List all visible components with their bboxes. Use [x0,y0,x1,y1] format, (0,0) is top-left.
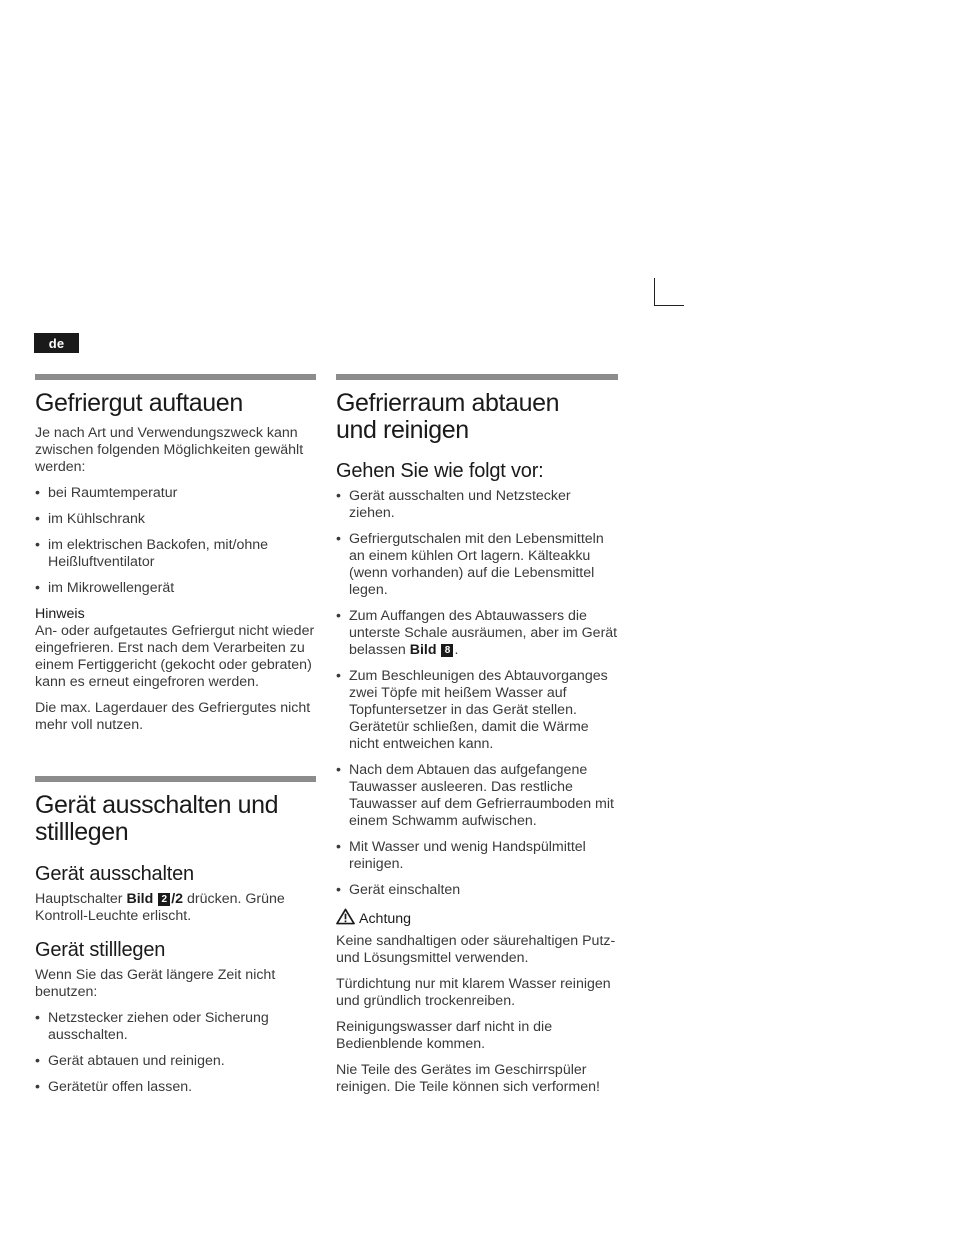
section-title-line: und reinigen [336,416,469,444]
list-item: • im Mikrowellengerät [35,580,316,597]
list-item: • bei Raumtemperatur [35,485,316,502]
section-title-line: Gerät ausschalten und [35,791,279,819]
figure-number-badge: 2 [158,893,170,906]
shutdown-text: Wenn Sie das Gerät längere Zeit nicht benutzen: [35,967,276,1000]
section-geraet-stilllegen [35,776,316,1105]
section-title-line: stilllegen [35,818,129,846]
figure-ref-suffix: /2 [171,891,184,907]
crop-mark-vertical [654,278,655,306]
warning-heading [336,908,618,929]
section-gefrierraum-abtauen [336,374,618,1105]
section-rule [35,374,316,380]
section-title-line: Gefrierraum abtauen [336,389,560,417]
warning-title: Achtung [359,910,412,927]
warning-triangle-icon [336,908,355,929]
figure-ref-label: Bild [126,891,154,907]
list-item: • Gerät abtauen und reinigen. [35,1053,316,1070]
figure-ref-label: Bild [409,642,437,658]
defrost-steps-list [336,488,618,899]
text-part: . [454,642,459,658]
text-part: drücken. Grüne Kontroll-Leuchte erlischt. [35,891,285,924]
subheading: Gehen Sie wie folgt vor: [336,460,544,482]
subheading: Gerät stilllegen [35,939,166,961]
text-part: Zum Auffangen des Abtauwassers die unterste Schale ausräumen, aber im Gerät belassen [349,608,618,658]
list-item: • Gerät ausschalten und Netzstecker ziehen. [336,488,618,522]
list-item: • Gerätetür offen lassen. [35,1079,316,1096]
section-title [336,390,618,444]
note-text: An- oder aufgetautes Gefriergut nicht wieder eingefrieren. Erst nach dem Verarbeiten zu einem Fertiggericht (gekocht oder gebraten) kann es erneut eingefroren werden. [35,623,315,690]
warning-text: Türdichtung nur mit klarem Wasser reinigen und gründlich trockenreiben. [336,976,611,1009]
list-item: • Gefriergutschalen mit den Lebensmitteln an einem kühlen Ort lagern. Kälteakku (wenn vorhanden) auf die Lebensmittel legen. [336,531,618,599]
list-item: • im elektrischen Backofen, mit/ohne Heißluftventilator [35,537,316,571]
list-item: • Nach dem Abtauen das aufgefangene Tauwasser ausleeren. Das restliche Tauwasser auf dem Gefrierraumboden mit einem Schwamm aufwischen. [336,762,618,830]
intro-text: Je nach Art und Verwendungszweck kann zwischen folgenden Möglichkeiten gewählt werden: [35,425,304,475]
section-gefriergut-auftauen [35,374,316,743]
note-title: Hinweis [35,606,85,622]
figure-number-badge: 8 [441,644,453,657]
crop-mark-horizontal [654,305,684,306]
list-item: • im Kühlschrank [35,511,316,528]
section-rule [35,776,316,782]
switch-off-text [35,891,316,925]
text-part: Hauptschalter [35,891,127,907]
section-title: Gefriergut auftauen [35,389,243,417]
list-item: • Netzstecker ziehen oder Sicherung ausschalten. [35,1010,316,1044]
list-item: • Zum Beschleunigen des Abtauvorganges zwei Töpfe mit heißem Wasser auf Topfuntersetzer in das Gerät stellen. Gerätetür schließen, damit die Wärme nicht entweichen kann. [336,668,618,753]
note-text: Die max. Lagerdauer des Gefriergutes nicht mehr voll nutzen. [35,700,311,733]
subheading: Gerät ausschalten [35,863,194,885]
warning-text: Nie Teile des Gerätes im Geschirrspüler reinigen. Die Teile können sich verformen! [336,1062,600,1095]
list-item: • Mit Wasser und wenig Handspülmittel reinigen. [336,839,618,873]
section-title [35,792,316,846]
crop-mark [654,278,684,306]
shutdown-list [35,1010,316,1096]
warning-text: Keine sandhaltigen oder säurehaltigen Putz- und Lösungsmittel verwenden. [336,933,616,966]
list-item [336,608,618,659]
section-rule [336,374,618,380]
warning-text: Reinigungswasser darf nicht in die Bedienblende kommen. [336,1019,553,1052]
language-badge: de [34,333,79,353]
option-list [35,485,316,597]
list-item: • Gerät einschalten [336,882,618,899]
